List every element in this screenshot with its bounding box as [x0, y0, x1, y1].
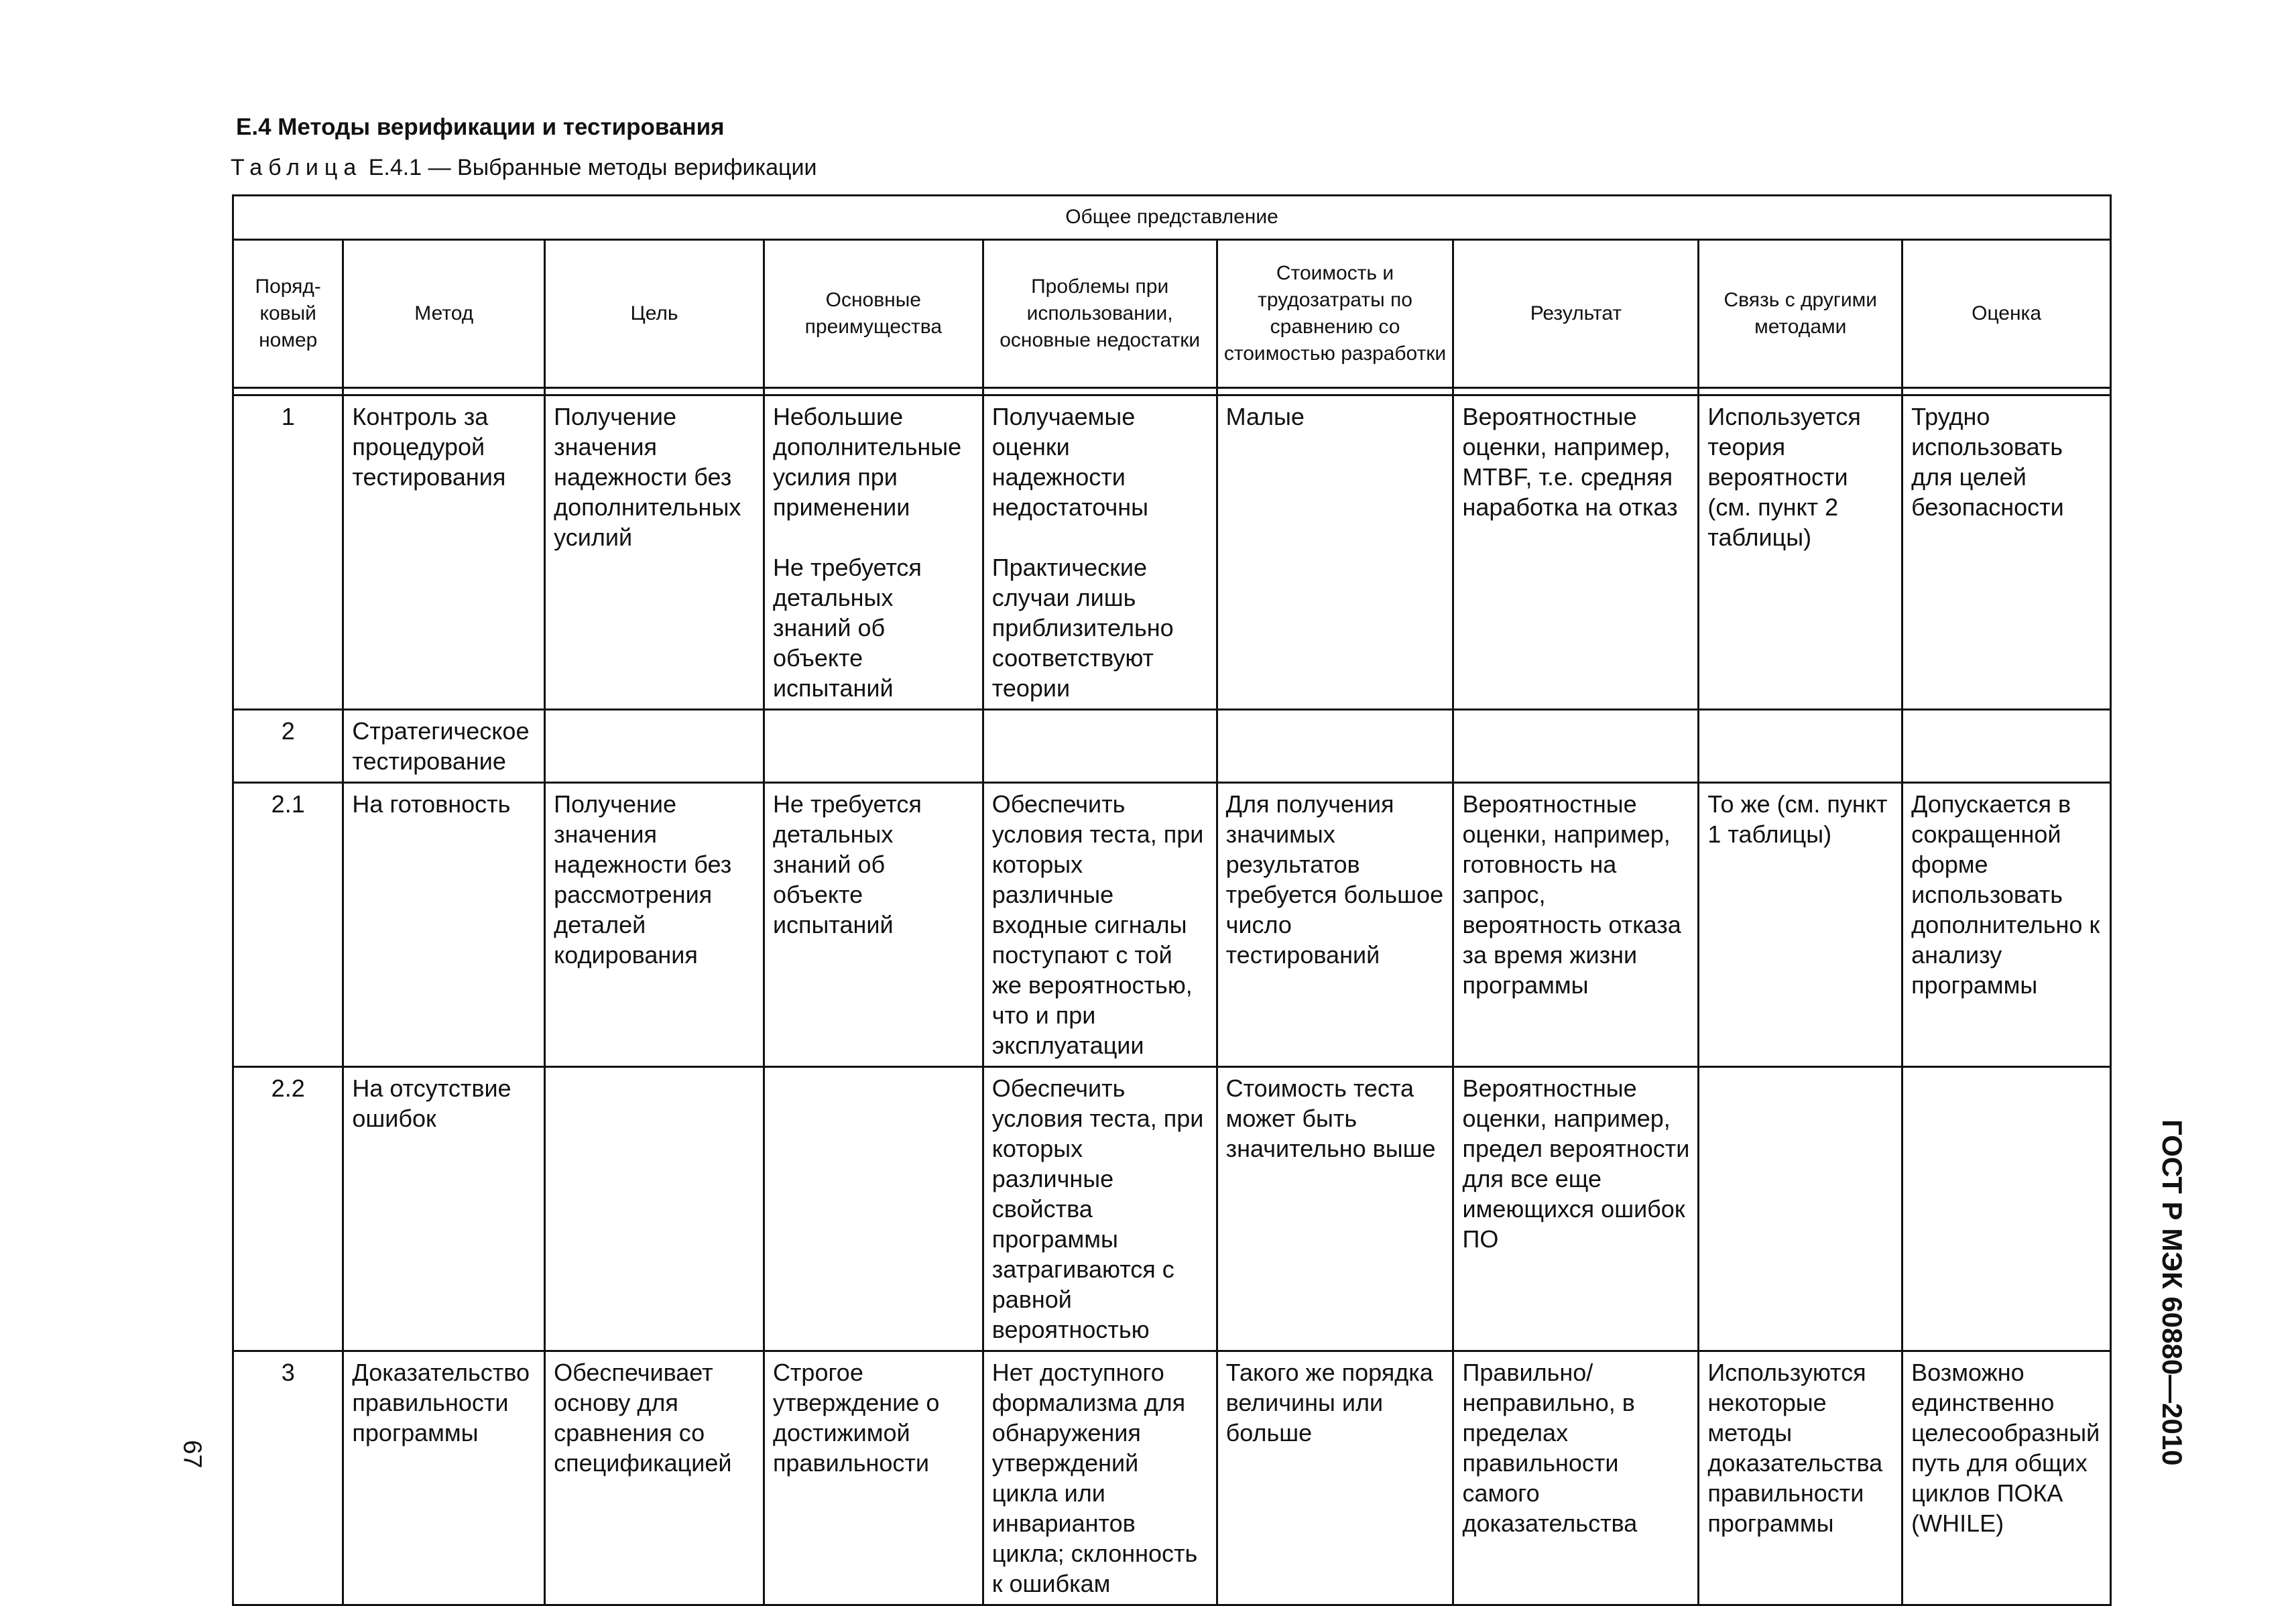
- cell-problems: Обеспечить условия теста, при которых различные свойства программы затрагиваются с равной вероятностью: [983, 1067, 1217, 1351]
- caption-text: Е.4.1 — Выбранные методы верификации: [362, 155, 817, 180]
- cell-result: Вероятностные оценки, например, готовность на запрос, вероятность отказа за время жизни программы: [1453, 783, 1699, 1067]
- table-row: [233, 710, 2111, 783]
- cell-cost: Такого же порядка величины или больше: [1217, 1351, 1453, 1605]
- cell-problems: Обеспечить условия теста, при которых различные входные сигналы поступают с той же вероятностью, что и при эксплуатации: [983, 783, 1217, 1067]
- cell-method: На отсутствие ошибок: [343, 1067, 545, 1351]
- table-row: [233, 1351, 2111, 1605]
- col-header-method: Метод: [343, 240, 545, 388]
- cell-method: Стратегическое тестирование: [343, 710, 545, 783]
- col-header-result: Результат: [1453, 240, 1699, 388]
- col-header-problems: Проблемы при использовании, основные недостатки: [983, 240, 1217, 388]
- cell-method: Доказательство правильности программы: [343, 1351, 545, 1605]
- section-title: Е.4 Методы верификации и тестирования: [236, 114, 725, 140]
- cell-evaluation: Трудно использовать для целей безопасности: [1902, 395, 2111, 710]
- cell-evaluation: Возможно единственно целесообразный путь для общих циклов ПОКА (WHILE): [1902, 1351, 2111, 1605]
- advantage-text: Небольшие дополнительные усилия при применении: [772, 403, 962, 521]
- cell-goal: Получение значения надежности без дополнительных усилий: [545, 395, 764, 710]
- cell-result: Вероятностные оценки, например, MTBF, т.е. средняя наработка на отказ: [1453, 395, 1699, 710]
- cell-problems: Нет доступного формализма для обнаружения утверждений цикла или инвариантов цикла; склонность к ошибкам: [983, 1351, 1217, 1605]
- cell-advantages: [764, 395, 983, 710]
- row-number: 2: [233, 710, 343, 783]
- verification-methods-table: [232, 194, 2112, 1606]
- row-number: 2.2: [233, 1067, 343, 1351]
- caption-label: Таблица: [231, 155, 363, 180]
- row-number: 1: [233, 395, 343, 710]
- row-number: 3: [233, 1351, 343, 1605]
- table-row: [233, 1067, 2111, 1351]
- cell-links: То же (см. пункт 1 таблицы): [1699, 783, 1902, 1067]
- group-header: Общее представление: [233, 196, 2111, 240]
- col-header-evaluation: Оценка: [1902, 240, 2111, 388]
- header-separator: [233, 388, 2111, 395]
- cell-method: Контроль за процедурой тестирования: [343, 395, 545, 710]
- cell-advantages: Строгое утверждение о достижимой правильности: [764, 1351, 983, 1605]
- cell-result: Правильно/неправильно, в пределах правильности самого доказательства: [1453, 1351, 1699, 1605]
- cell-advantages: Не требуется детальных знаний об объекте испытаний: [764, 783, 983, 1067]
- cell-problems: [983, 395, 1217, 710]
- col-header-advantages: Основные преимущества: [764, 240, 983, 388]
- cell-cost: Малые: [1217, 395, 1453, 710]
- page-number-container: [178, 1440, 211, 1480]
- col-header-goal: Цель: [545, 240, 764, 388]
- cell-cost: Для получения значимых результатов требуется большое число тестирований: [1217, 783, 1453, 1067]
- col-header-links: Связь с другими методами: [1699, 240, 1902, 388]
- problem-text: Получаемые оценки надежности недостаточны: [991, 403, 1149, 521]
- problem-text: Практические случаи лишь приблизительно соответствуют теории: [991, 554, 1174, 702]
- table-row: [233, 395, 2111, 710]
- standard-designation: ГОСТ Р МЭК 60880—2010: [2157, 1119, 2188, 1466]
- cell-goal: Обеспечивает основу для сравнения со спецификацией: [545, 1351, 764, 1605]
- cell-cost: Стоимость теста может быть значительно выше: [1217, 1067, 1453, 1351]
- cell-result: Вероятностные оценки, например, предел вероятности для все еще имеющихся ошибок ПО: [1453, 1067, 1699, 1351]
- cell-method: На готовность: [343, 783, 545, 1067]
- cell-links: Используются некоторые методы доказательства правильности программы: [1699, 1351, 1902, 1605]
- col-header-number: Поряд-ковый номер: [233, 240, 343, 388]
- col-header-cost: Стоимость и трудозатраты по сравнению со стоимостью разработки: [1217, 240, 1453, 388]
- cell-links: Используется теория вероятности (см. пункт 2 таблицы): [1699, 395, 1902, 710]
- cell-evaluation: Допускается в сокращенной форме использовать дополнительно к анализу программы: [1902, 783, 2111, 1067]
- table-caption: [231, 155, 817, 181]
- cell-goal: Получение значения надежности без рассмотрения деталей кодирования: [545, 783, 764, 1067]
- page-number: 67: [178, 1440, 206, 1469]
- advantage-text: Не требуется детальных знаний об объекте испытаний: [772, 554, 922, 702]
- side-label-container: [2157, 1119, 2197, 1495]
- table-row: [233, 783, 2111, 1067]
- row-number: 2.1: [233, 783, 343, 1067]
